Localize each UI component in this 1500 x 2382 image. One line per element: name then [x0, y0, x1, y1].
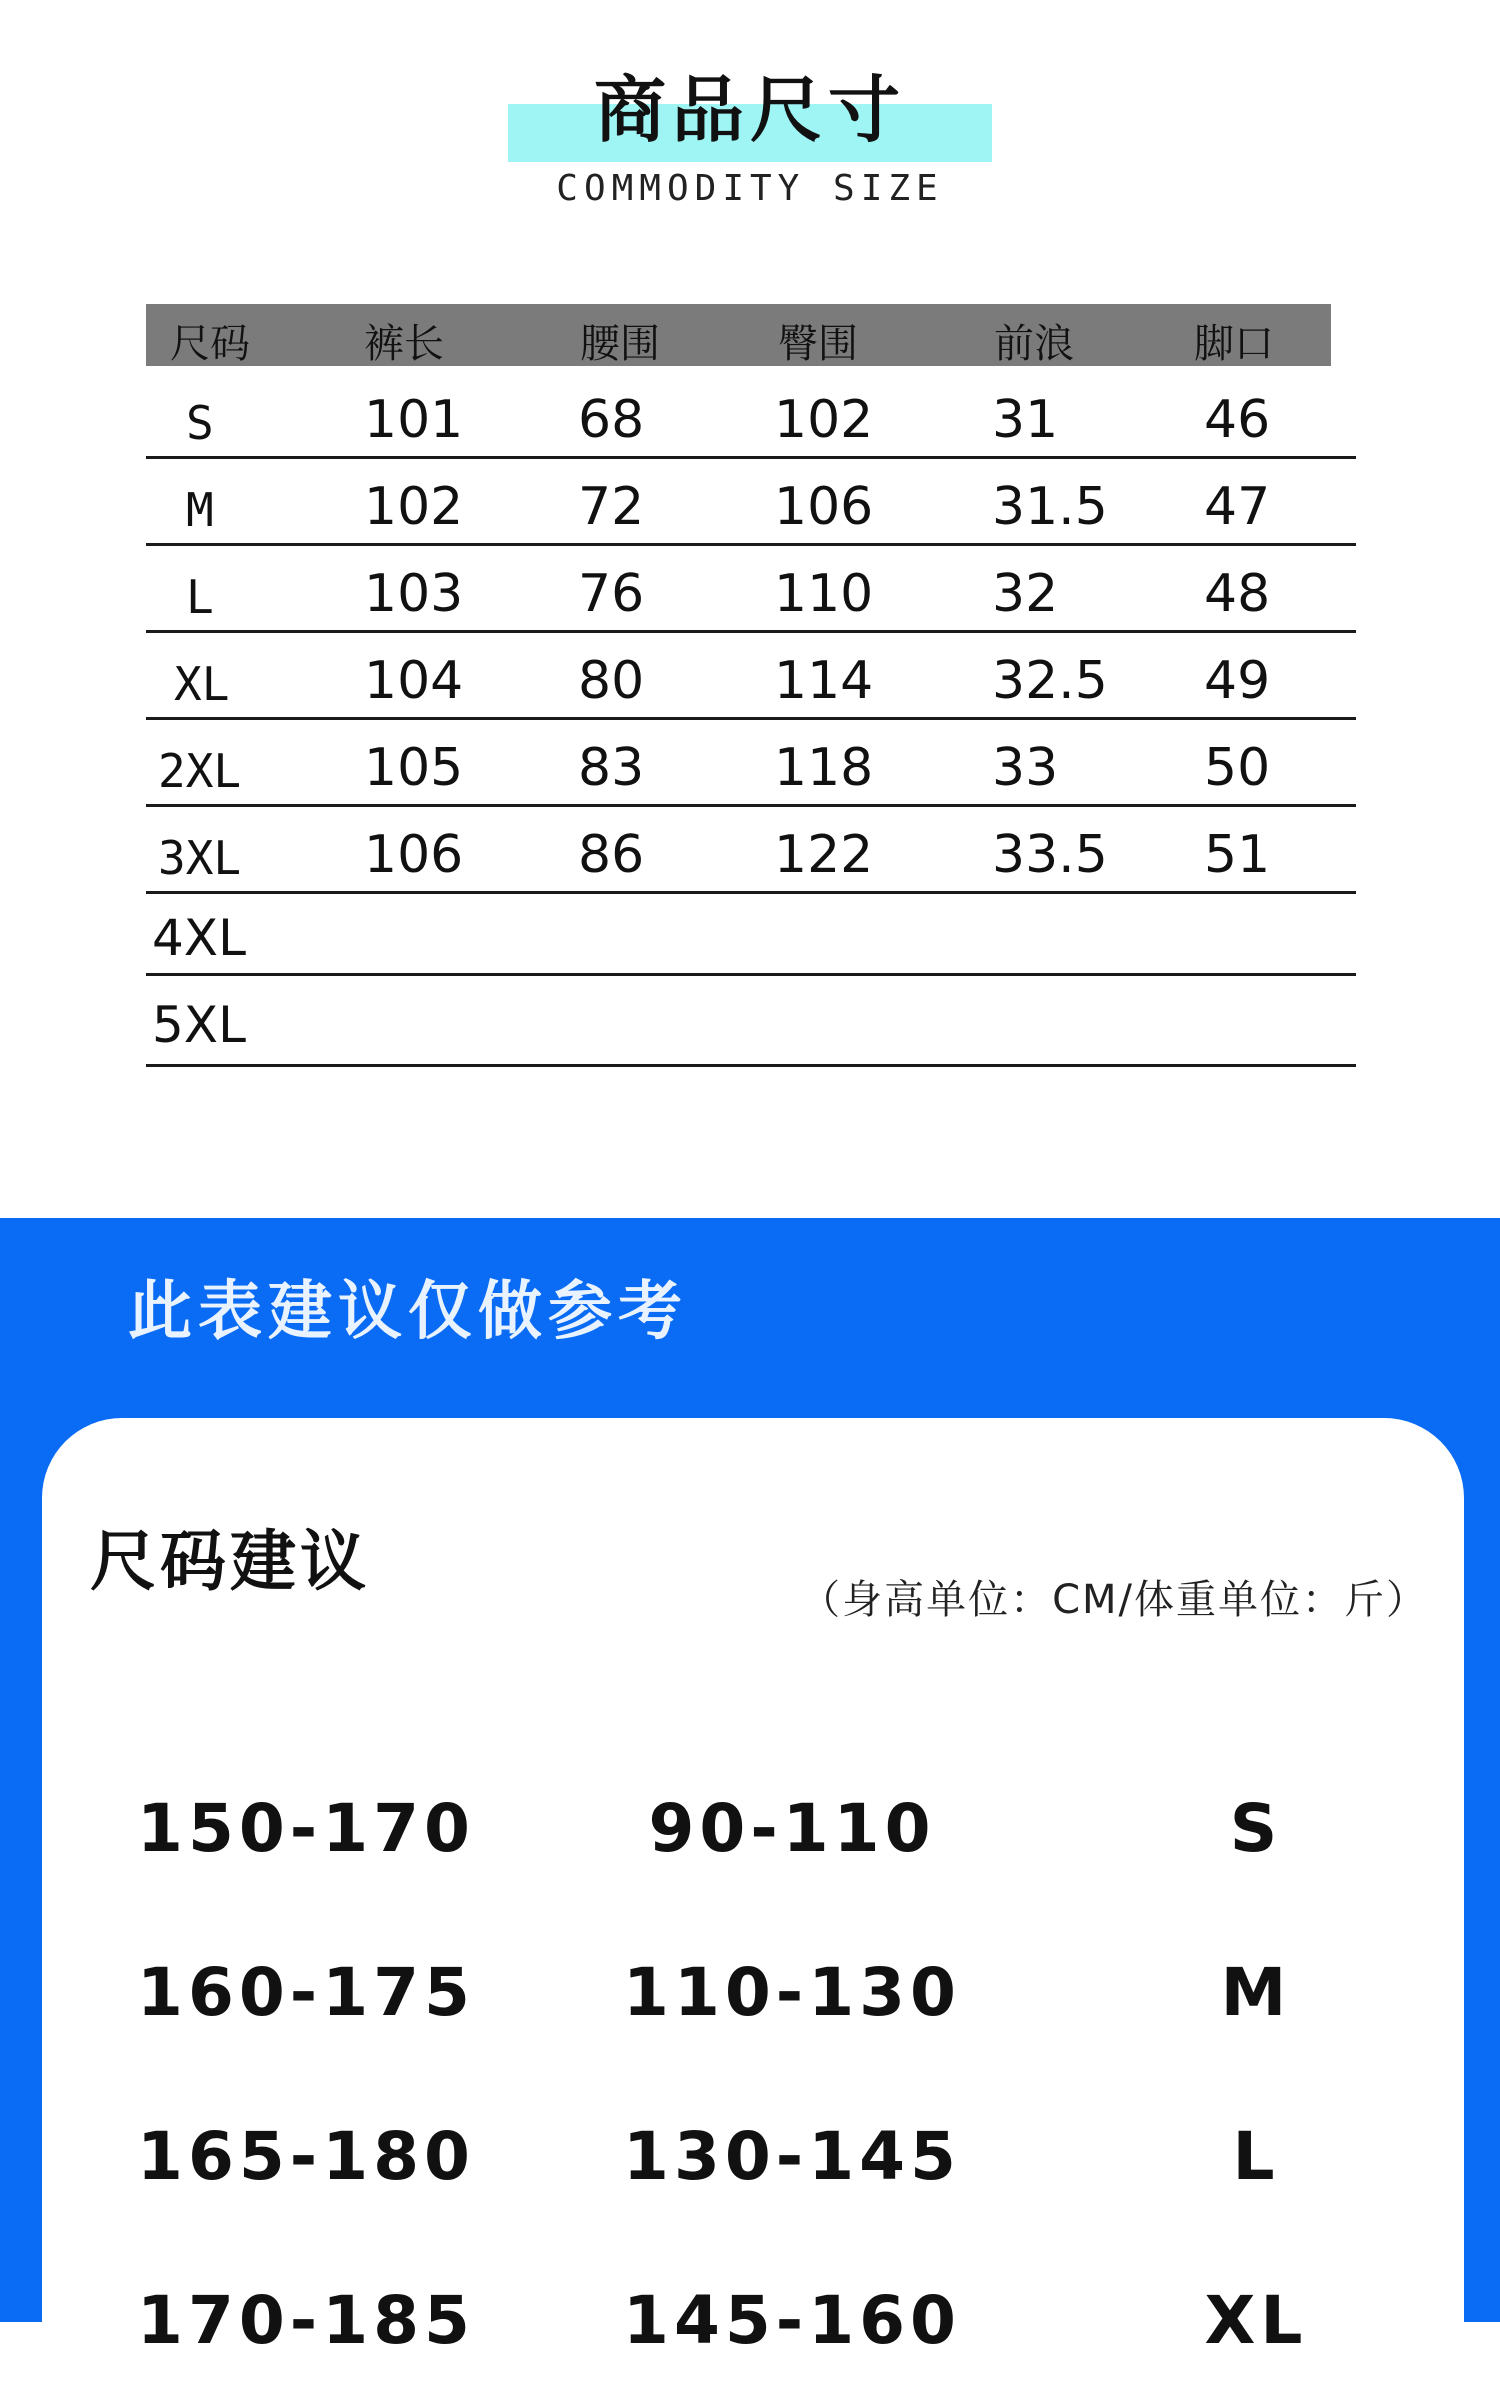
cell-rise: 32: [992, 564, 1059, 624]
cell-height: 160-175: [137, 1954, 475, 2031]
reference-note: 此表建议仅做参考: [128, 1275, 688, 1349]
cell-length: 103: [364, 564, 464, 624]
table-row: [0, 1954, 1500, 2054]
cell-hip: 102: [774, 390, 874, 450]
cell-hem: 51: [1204, 825, 1271, 885]
cell-rise: 31.5: [992, 477, 1108, 537]
table-row: [146, 545, 1356, 633]
cell-length: 105: [364, 738, 464, 798]
cell-hip: 114: [774, 651, 874, 711]
table-row: [0, 2118, 1500, 2218]
cell-size: XL: [174, 657, 230, 711]
recommendation-section: [0, 1218, 1500, 2359]
cell-height: 165-180: [137, 2118, 475, 2195]
cell-length: 102: [364, 477, 464, 537]
table-row: [146, 458, 1356, 546]
table-row: [146, 632, 1356, 720]
cell-size: 2XL: [158, 744, 242, 798]
cell-size: S: [186, 396, 214, 450]
cell-rise: 33.5: [992, 825, 1108, 885]
cell-hem: 47: [1204, 477, 1271, 537]
page-title: 商品尺寸: [593, 68, 906, 152]
table-row: [0, 2282, 1500, 2382]
table-row: [0, 1790, 1500, 1890]
table-row: [146, 371, 1356, 459]
cell-height: 150-170: [137, 1790, 475, 1867]
cell-size: XL: [1204, 2282, 1308, 2359]
cell-weight: 110-130: [623, 1954, 961, 2031]
cell-waist: 68: [578, 390, 645, 450]
cell-weight: 130-145: [623, 2118, 961, 2195]
cell-length: 106: [364, 825, 464, 885]
col-header-hem: 脚口: [1194, 321, 1274, 367]
size-table-header: [146, 304, 1331, 366]
col-header-hip: 臀围: [778, 321, 858, 367]
cell-size: L: [1232, 2118, 1280, 2195]
cell-hem: 48: [1204, 564, 1271, 624]
col-header-waist: 腰围: [580, 321, 660, 367]
cell-rise: 32.5: [992, 651, 1108, 711]
cell-hip: 122: [774, 825, 874, 885]
col-header-rise: 前浪: [994, 321, 1074, 367]
cell-size: 4XL: [152, 909, 246, 967]
table-row: [146, 806, 1356, 894]
cell-height: 170-185: [137, 2282, 475, 2359]
cell-hem: 46: [1204, 390, 1271, 450]
col-header-size: 尺码: [170, 321, 250, 367]
table-row: [146, 719, 1356, 807]
cell-hip: 118: [774, 738, 874, 798]
cell-hem: 49: [1204, 651, 1271, 711]
cell-hip: 106: [774, 477, 874, 537]
cell-weight: 145-160: [623, 2282, 961, 2359]
cell-size: M: [1220, 1954, 1292, 2031]
cell-size: M: [186, 483, 214, 537]
table-row: [146, 976, 1356, 1067]
cell-rise: 33: [992, 738, 1059, 798]
card-title: 尺码建议: [90, 1523, 370, 1600]
cell-waist: 86: [578, 825, 645, 885]
recommendation-table-header: [0, 1638, 1500, 1762]
page-header: [0, 0, 1500, 230]
cell-length: 101: [364, 390, 464, 450]
cell-size: L: [186, 570, 214, 624]
cell-waist: 80: [578, 651, 645, 711]
cell-waist: 83: [578, 738, 645, 798]
col-header-height: 身高: [224, 1673, 360, 1747]
col-header-weight: 体重: [716, 1673, 852, 1747]
cell-size: S: [1229, 1790, 1283, 1867]
cell-waist: 72: [578, 477, 645, 537]
cell-waist: 76: [578, 564, 645, 624]
cell-rise: 31: [992, 390, 1059, 450]
cell-size: 3XL: [158, 831, 242, 885]
cell-size: 5XL: [152, 996, 246, 1054]
col-header-suggested-size: 建议尺: [1125, 1673, 1329, 1747]
table-row: [146, 893, 1356, 976]
page-subtitle: COMMODITY SIZE: [556, 168, 944, 209]
cell-length: 104: [364, 651, 464, 711]
units-note: （身高单位：CM/体重单位：斤）: [800, 1577, 1428, 1623]
cell-weight: 90-110: [648, 1790, 936, 1867]
cell-hem: 50: [1204, 738, 1271, 798]
cell-hip: 110: [774, 564, 874, 624]
col-header-length: 裤长: [364, 321, 444, 367]
